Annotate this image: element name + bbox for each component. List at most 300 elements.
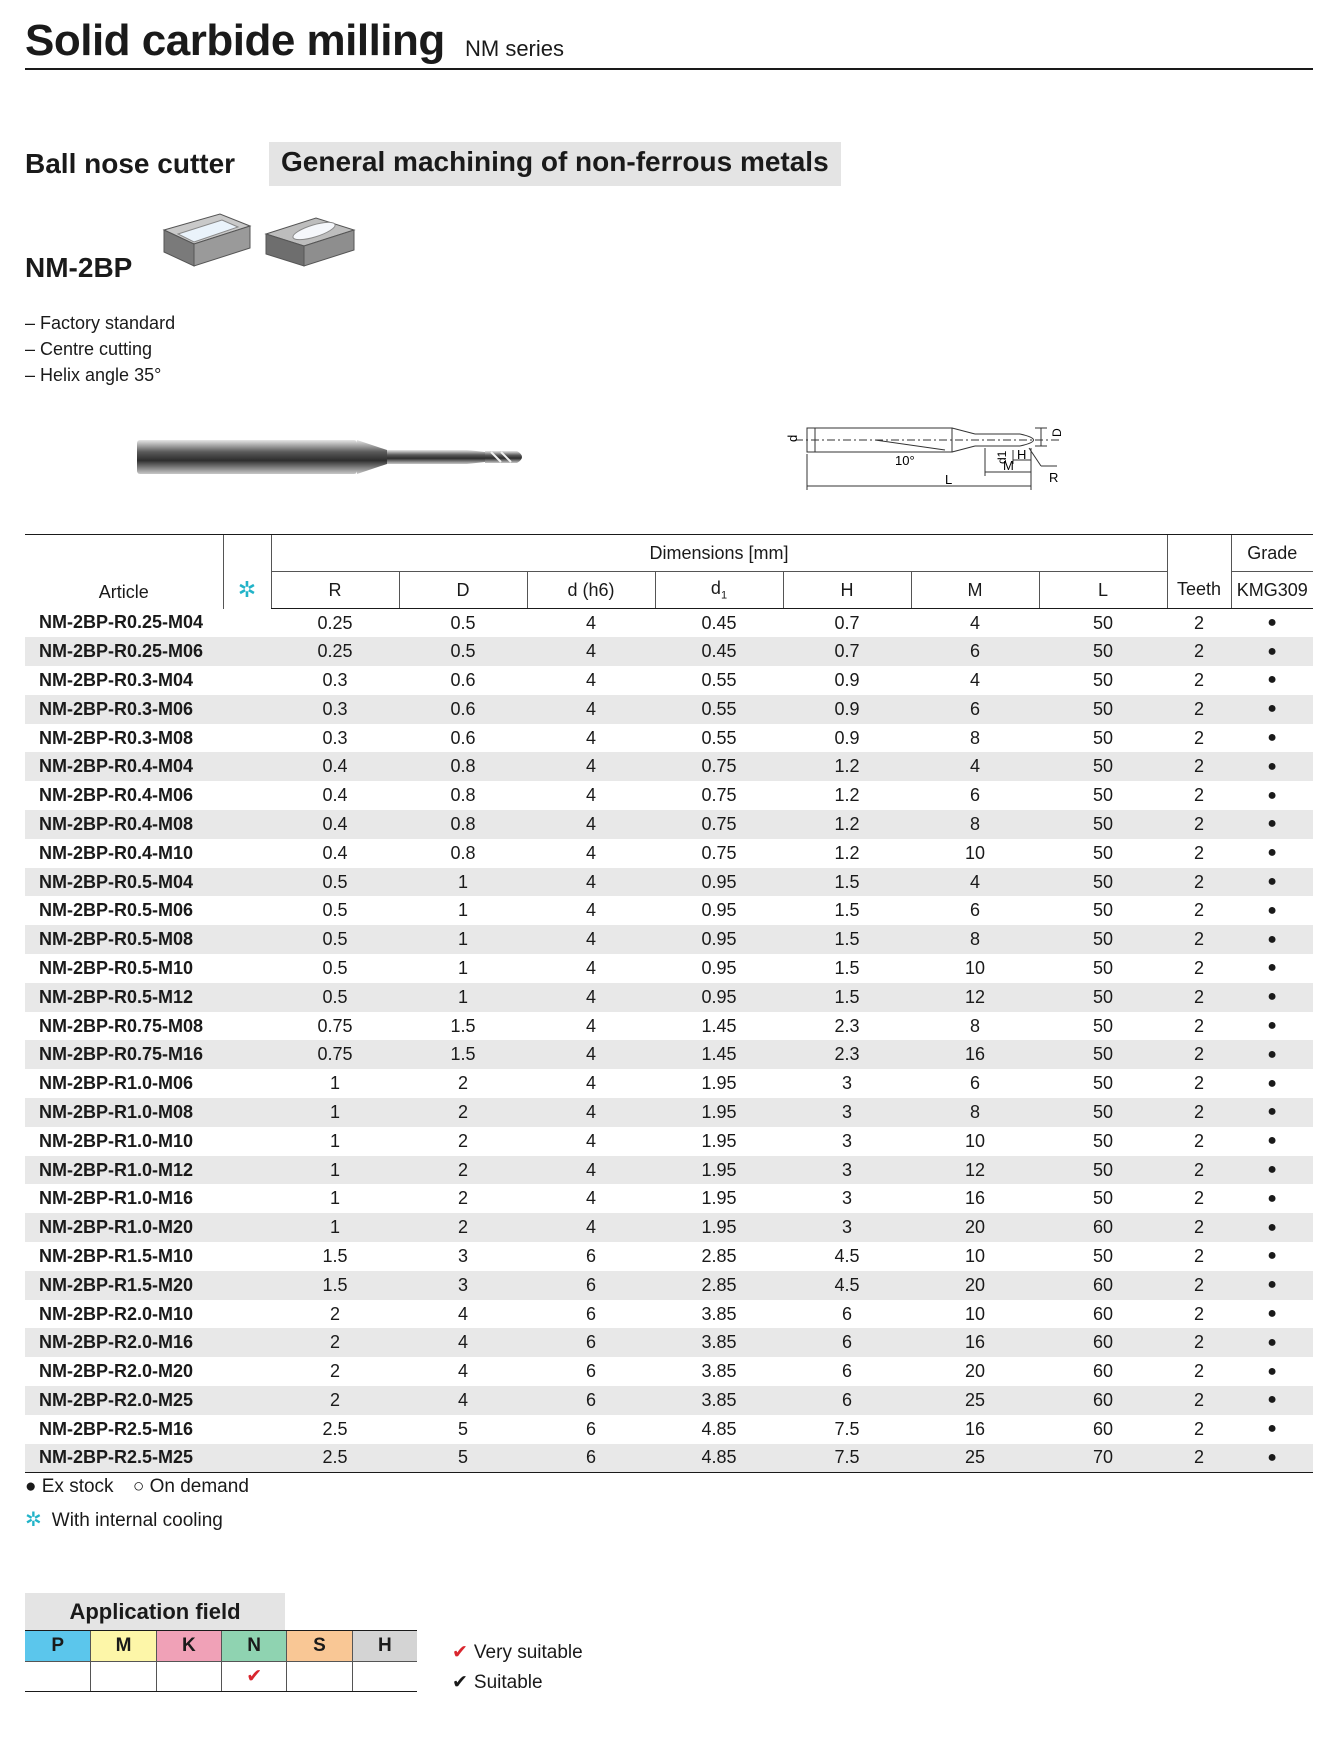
- table-row: [25, 1012, 1313, 1041]
- cell-grade-stock: ●: [1267, 1189, 1277, 1207]
- cell-L: 60: [1039, 1328, 1167, 1357]
- table-row: [25, 954, 1313, 983]
- cell-article: NM-2BP-R0.4-M04: [25, 752, 223, 781]
- table-row: [25, 695, 1313, 724]
- cell-d-h6: 4: [585, 1130, 596, 1151]
- legend-on-demand: ○ On demand: [132, 1476, 249, 1497]
- cell-article: NM-2BP-R0.25-M04: [39, 612, 204, 633]
- cell-D: 5: [457, 1418, 468, 1439]
- cell-M: 10: [964, 957, 986, 978]
- cell-D: 0.8: [399, 752, 527, 781]
- cell-R: 0.25: [317, 612, 353, 633]
- cell-cooling: [223, 1386, 271, 1415]
- cell-d-h6: 4: [585, 669, 596, 690]
- cell-H: 1.2: [834, 785, 860, 806]
- cell-cooling: [223, 1415, 271, 1444]
- feature-item: – Helix angle 35°: [25, 365, 162, 385]
- cell-teeth: 2: [1167, 1444, 1231, 1473]
- cell-d-h6: 4: [527, 1213, 655, 1242]
- cell-grade-stock: ●: [1267, 1420, 1277, 1438]
- cell-cooling: [223, 666, 271, 695]
- cell-article: NM-2BP-R1.0-M06: [39, 1073, 194, 1094]
- cell-article: NM-2BP-R0.25-M06: [25, 637, 223, 666]
- cell-d1: 1.95: [655, 1156, 783, 1185]
- cell-article: NM-2BP-R0.5-M08: [25, 925, 223, 954]
- table-row: [25, 781, 1313, 810]
- cell-L: 50: [1039, 925, 1167, 954]
- groove-workpiece-icon: [160, 208, 256, 272]
- cell-grade-stock: ●: [1231, 1271, 1313, 1300]
- cell-M: 25: [911, 1444, 1039, 1473]
- table-row: [25, 666, 1313, 695]
- cell-D: 4: [399, 1328, 527, 1357]
- suitability-mark-s: [286, 1661, 351, 1691]
- cell-d-h6: 6: [585, 1361, 596, 1382]
- cell-R: 0.4: [322, 785, 348, 806]
- cell-grade-stock: ●: [1231, 1040, 1313, 1069]
- col-header-article: Article: [25, 535, 223, 609]
- table-row: [25, 896, 1313, 925]
- cell-article: NM-2BP-R0.5-M12: [25, 983, 223, 1012]
- product-type: Ball nose cutter: [25, 148, 236, 179]
- cell-teeth: 2: [1167, 1271, 1231, 1300]
- cell-d-h6: 4: [585, 785, 596, 806]
- table-row: [25, 839, 1313, 868]
- cell-H: 1.5: [783, 925, 911, 954]
- cell-R: 2.5: [322, 1418, 348, 1439]
- cell-H: 1.5: [783, 868, 911, 897]
- cell-grade-stock: ●: [1267, 901, 1277, 919]
- cell-d-h6: 4: [585, 842, 596, 863]
- cell-d1: 0.75: [701, 842, 737, 863]
- cell-L: 50: [1093, 1015, 1114, 1036]
- cell-D: 3: [399, 1271, 527, 1300]
- cell-teeth: 2: [1167, 1213, 1231, 1242]
- cell-article: NM-2BP-R1.0-M16: [39, 1188, 194, 1209]
- cell-L: 50: [1039, 868, 1167, 897]
- drawing-label-R: R: [1049, 470, 1059, 485]
- table-row: [25, 1271, 1313, 1300]
- cell-M: 16: [964, 1418, 986, 1439]
- cell-M: 16: [964, 1188, 986, 1209]
- cell-L: 50: [1039, 810, 1167, 839]
- table-row: [25, 1444, 1313, 1473]
- cell-D: 4: [399, 1386, 527, 1415]
- cell-cooling: [223, 1357, 271, 1386]
- cell-d1: 1.95: [701, 1130, 737, 1151]
- cell-cooling: [223, 695, 271, 724]
- cell-R: 0.3: [322, 669, 348, 690]
- cell-H: 6: [841, 1303, 852, 1324]
- cell-d-h6: 4: [585, 1015, 596, 1036]
- cell-d1: 4.85: [655, 1444, 783, 1473]
- cell-D: 0.8: [450, 785, 476, 806]
- cell-cooling: [223, 1098, 271, 1127]
- cell-R: 2.5: [271, 1444, 399, 1473]
- cell-teeth: 2: [1194, 1188, 1205, 1209]
- cell-L: 50: [1039, 752, 1167, 781]
- cell-D: 1.5: [450, 1015, 476, 1036]
- cell-d-h6: 4: [585, 1073, 596, 1094]
- cell-M: 10: [964, 1130, 986, 1151]
- legend-ex-stock: ● Ex stock: [25, 1476, 114, 1497]
- cell-H: 2.3: [834, 1015, 860, 1036]
- cell-article: NM-2BP-R1.5-M10: [39, 1245, 194, 1266]
- cell-D: 1.5: [399, 1040, 527, 1069]
- legend-suitable: ✔ Suitable: [452, 1672, 543, 1693]
- cell-M: 25: [911, 1386, 1039, 1415]
- drawing-label-d1: d1: [995, 450, 1009, 464]
- cell-R: 0.3: [322, 727, 348, 748]
- cell-R: 0.5: [271, 868, 399, 897]
- cell-R: 0.5: [322, 900, 348, 921]
- cell-teeth: 2: [1167, 752, 1231, 781]
- cell-M: 20: [964, 1361, 986, 1382]
- cell-H: 1.5: [834, 900, 860, 921]
- cell-D: 2: [457, 1130, 468, 1151]
- cell-grade-stock: ●: [1267, 1074, 1277, 1092]
- cell-d-h6: 4: [527, 810, 655, 839]
- cell-teeth: 2: [1194, 612, 1205, 633]
- cell-teeth: 2: [1167, 1156, 1231, 1185]
- cell-D: 5: [399, 1444, 527, 1473]
- cell-M: 10: [964, 842, 986, 863]
- cell-H: 4.5: [783, 1271, 911, 1300]
- cell-D: 0.5: [399, 637, 527, 666]
- cell-D: 1: [457, 900, 468, 921]
- cell-H: 0.7: [783, 637, 911, 666]
- cell-R: 0.5: [322, 957, 348, 978]
- material-group-m: M: [90, 1631, 155, 1661]
- cell-D: 0.6: [399, 695, 527, 724]
- cell-D: 0.5: [450, 612, 476, 633]
- cell-d-h6: 6: [527, 1386, 655, 1415]
- cell-grade-stock: ●: [1267, 1305, 1277, 1323]
- cell-R: 1.5: [271, 1271, 399, 1300]
- cell-teeth: 2: [1194, 957, 1205, 978]
- cell-D: 1: [399, 983, 527, 1012]
- material-group-n: N: [221, 1631, 286, 1661]
- cell-d-h6: 4: [585, 957, 596, 978]
- cell-R: 1: [271, 1156, 399, 1185]
- cell-article: NM-2BP-R2.0-M25: [25, 1386, 223, 1415]
- cell-H: 1.2: [834, 842, 860, 863]
- col-header-D: D: [399, 572, 527, 609]
- cell-article: NM-2BP-R1.0-M12: [25, 1156, 223, 1185]
- cell-grade-stock: ●: [1231, 868, 1313, 897]
- cell-R: 2: [329, 1361, 340, 1382]
- suitability-mark-m: [90, 1661, 155, 1691]
- cell-grade-stock: ●: [1231, 695, 1313, 724]
- cell-d1: 0.95: [701, 900, 737, 921]
- table-row: [25, 1300, 1313, 1329]
- cell-article: NM-2BP-R2.0-M16: [25, 1328, 223, 1357]
- cell-grade-stock: ●: [1231, 1444, 1313, 1473]
- cell-R: 0.25: [271, 637, 399, 666]
- cell-article: NM-2BP-R0.3-M04: [39, 669, 194, 690]
- cell-grade-stock: ●: [1231, 810, 1313, 839]
- cell-M: 4: [911, 752, 1039, 781]
- table-row: [25, 1357, 1313, 1386]
- cell-L: 50: [1039, 1040, 1167, 1069]
- table-row: [25, 637, 1313, 666]
- cell-d1: 2.85: [701, 1245, 737, 1266]
- table-row: [25, 1098, 1313, 1127]
- cell-M: 6: [911, 637, 1039, 666]
- table-body: [25, 609, 1313, 1473]
- product-use-banner: General machining of non-ferrous metals: [269, 142, 841, 186]
- table-row: [25, 1156, 1313, 1185]
- cell-cooling: [223, 1040, 271, 1069]
- cell-H: 7.5: [834, 1418, 860, 1439]
- cell-cooling: [223, 1328, 271, 1357]
- application-legend: [452, 1638, 583, 1698]
- table-row: [25, 609, 1313, 638]
- cell-article: NM-2BP-R0.75-M16: [25, 1040, 223, 1069]
- cell-L: 70: [1039, 1444, 1167, 1473]
- cell-L: 60: [1039, 1213, 1167, 1242]
- cell-d1: 0.95: [701, 957, 737, 978]
- cell-grade-stock: ●: [1231, 1213, 1313, 1242]
- cell-teeth: 2: [1194, 1245, 1205, 1266]
- col-header-H: H: [783, 572, 911, 609]
- cell-R: 1: [271, 1213, 399, 1242]
- group-header-dimensions: Dimensions [mm]: [271, 535, 1167, 572]
- cell-d1: 0.75: [655, 752, 783, 781]
- cell-L: 50: [1093, 1073, 1114, 1094]
- cell-d-h6: 6: [527, 1328, 655, 1357]
- cell-R: 2: [329, 1303, 340, 1324]
- col-header-d1: $d_1$: [655, 572, 783, 609]
- col-header-L: L: [1039, 572, 1167, 609]
- drawing-label-D: D: [1050, 428, 1064, 437]
- cell-D: 2: [399, 1098, 527, 1127]
- table-row: [25, 1040, 1313, 1069]
- table-row: [25, 724, 1313, 753]
- table-row: [25, 1242, 1313, 1271]
- cell-article: NM-2BP-R1.5-M20: [25, 1271, 223, 1300]
- cell-H: 0.9: [834, 727, 860, 748]
- page-header: [25, 10, 1313, 70]
- cell-R: 0.4: [271, 752, 399, 781]
- cell-d1: 3.85: [655, 1386, 783, 1415]
- table-row: [25, 1127, 1313, 1156]
- cell-cooling: [223, 983, 271, 1012]
- cell-R: 2: [271, 1386, 399, 1415]
- application-field-title: Application field: [25, 1593, 285, 1630]
- cell-d-h6: 4: [527, 1156, 655, 1185]
- cell-teeth: 2: [1167, 637, 1231, 666]
- cell-cooling: [223, 868, 271, 897]
- cell-teeth: 2: [1194, 1418, 1205, 1439]
- cell-H: 4.5: [834, 1245, 860, 1266]
- cell-teeth: 2: [1167, 1040, 1231, 1069]
- cell-L: 50: [1093, 1130, 1114, 1151]
- cell-article: NM-2BP-R2.0-M20: [39, 1361, 194, 1382]
- cell-d-h6: 6: [585, 1418, 596, 1439]
- cell-cooling: [223, 925, 271, 954]
- col-header-M: M: [911, 572, 1039, 609]
- cell-grade-stock: ●: [1231, 1328, 1313, 1357]
- cell-teeth: 2: [1194, 1361, 1205, 1382]
- cell-cooling: [223, 637, 271, 666]
- cell-R: 0.4: [271, 810, 399, 839]
- cell-d-h6: 4: [585, 1188, 596, 1209]
- cell-H: 3: [783, 1213, 911, 1242]
- cell-D: 4: [457, 1303, 468, 1324]
- cell-cooling: [223, 810, 271, 839]
- cell-H: 6: [783, 1386, 911, 1415]
- internal-cooling-icon: ✲: [237, 576, 257, 602]
- cell-grade-stock: ●: [1267, 671, 1277, 689]
- cell-L: 50: [1093, 669, 1114, 690]
- cell-H: 7.5: [783, 1444, 911, 1473]
- cell-L: 50: [1039, 983, 1167, 1012]
- cell-d-h6: 4: [527, 868, 655, 897]
- drawing-label-M: M: [1003, 458, 1014, 473]
- cell-R: 0.5: [271, 925, 399, 954]
- model-name: NM-2BP: [25, 252, 133, 283]
- cell-d-h6: 6: [527, 1444, 655, 1473]
- cell-grade-stock: ●: [1231, 1386, 1313, 1415]
- table-row: [25, 983, 1313, 1012]
- drawing-label-H: H: [1017, 447, 1027, 462]
- cell-cooling: [223, 781, 271, 810]
- cell-D: 0.8: [450, 842, 476, 863]
- cell-teeth: 2: [1194, 1303, 1205, 1324]
- cell-grade-stock: ●: [1231, 637, 1313, 666]
- suitability-mark-h: [352, 1661, 417, 1691]
- cell-L: 50: [1093, 842, 1114, 863]
- cell-L: 50: [1039, 1098, 1167, 1127]
- cell-cooling: [223, 1012, 271, 1041]
- cell-D: 2: [399, 1156, 527, 1185]
- cell-H: 3: [841, 1188, 852, 1209]
- pocket-workpiece-icon: [262, 208, 358, 272]
- cell-H: 1.2: [783, 810, 911, 839]
- cell-teeth: 2: [1167, 1098, 1231, 1127]
- cell-M: 16: [911, 1040, 1039, 1069]
- cell-teeth: 2: [1194, 1130, 1205, 1151]
- cell-d1: 0.45: [655, 637, 783, 666]
- cell-d1: 0.95: [655, 868, 783, 897]
- cell-d-h6: 6: [585, 1245, 596, 1266]
- cell-cooling: [223, 1069, 271, 1098]
- cell-teeth: 2: [1194, 727, 1205, 748]
- drawing-label-d: d: [785, 434, 800, 442]
- cell-L: 60: [1093, 1418, 1114, 1439]
- cell-d1: 0.55: [701, 669, 737, 690]
- suitability-mark-n: ✔: [221, 1661, 286, 1691]
- cell-article: NM-2BP-R1.0-M08: [25, 1098, 223, 1127]
- cell-d1: 0.45: [701, 612, 737, 633]
- cell-grade-stock: ●: [1267, 1362, 1277, 1380]
- col-header-teeth: Teeth: [1167, 572, 1231, 609]
- cell-grade-stock: ●: [1231, 752, 1313, 781]
- cell-H: 3: [783, 1098, 911, 1127]
- cell-grade-stock: ●: [1267, 1017, 1277, 1035]
- col-header-grade-kmg309: KMG309: [1231, 572, 1313, 609]
- cell-d-h6: 4: [527, 925, 655, 954]
- cell-teeth: 2: [1194, 785, 1205, 806]
- feature-list: [25, 310, 175, 388]
- cell-M: 8: [911, 810, 1039, 839]
- cell-H: 1.2: [783, 752, 911, 781]
- cell-R: 1: [329, 1188, 340, 1209]
- cell-D: 4: [457, 1361, 468, 1382]
- suitability-mark-p: [25, 1661, 90, 1691]
- cell-M: 10: [964, 1303, 986, 1324]
- cell-d1: 0.55: [655, 695, 783, 724]
- cell-R: 1.5: [322, 1245, 348, 1266]
- cell-d1: 3.85: [655, 1328, 783, 1357]
- cell-d-h6: 6: [527, 1271, 655, 1300]
- cell-D: 1: [399, 868, 527, 897]
- table-row: [25, 925, 1313, 954]
- cell-R: 1: [329, 1130, 340, 1151]
- cell-cooling: [223, 1242, 271, 1271]
- cell-cooling: [223, 609, 271, 638]
- cell-M: 8: [969, 1015, 980, 1036]
- cell-grade-stock: ●: [1267, 1132, 1277, 1150]
- material-group-s: S: [286, 1631, 351, 1661]
- cell-L: 60: [1093, 1303, 1114, 1324]
- cell-grade-stock: ●: [1267, 844, 1277, 862]
- col-header-cooling: [223, 535, 271, 609]
- cell-teeth: 2: [1194, 669, 1205, 690]
- application-field-grid: [25, 1630, 417, 1692]
- cell-R: 0.4: [322, 842, 348, 863]
- cell-H: 1.5: [834, 957, 860, 978]
- cell-D: 2: [399, 1213, 527, 1242]
- cell-H: 0.7: [834, 612, 860, 633]
- cell-d1: 1.95: [655, 1098, 783, 1127]
- feature-item: – Factory standard: [25, 313, 176, 333]
- cell-article: NM-2BP-R0.75-M08: [39, 1015, 204, 1036]
- material-group-p: P: [25, 1631, 90, 1661]
- cell-d-h6: 4: [527, 983, 655, 1012]
- cell-L: 50: [1093, 612, 1114, 633]
- cell-article: NM-2BP-R0.4-M06: [39, 785, 194, 806]
- cell-D: 0.8: [399, 810, 527, 839]
- cell-M: 12: [911, 1156, 1039, 1185]
- black-check-icon: ✔: [452, 1672, 468, 1693]
- cell-grade-stock: ●: [1267, 729, 1277, 747]
- cell-d1: 0.95: [655, 983, 783, 1012]
- series-subtitle: NM series: [465, 36, 565, 61]
- cell-L: 60: [1093, 1361, 1114, 1382]
- cell-article: NM-2BP-R0.5-M06: [39, 900, 194, 921]
- cell-d-h6: 4: [527, 695, 655, 724]
- cell-d1: 1.45: [701, 1015, 737, 1036]
- cell-L: 60: [1039, 1271, 1167, 1300]
- cell-article: NM-2BP-R0.3-M08: [39, 727, 194, 748]
- cell-H: 3: [783, 1156, 911, 1185]
- cell-article: NM-2BP-R0.5-M10: [39, 957, 194, 978]
- cell-article: NM-2BP-R0.4-M08: [25, 810, 223, 839]
- cell-L: 50: [1093, 900, 1114, 921]
- cell-d1: 1.45: [655, 1040, 783, 1069]
- cell-cooling: [223, 839, 271, 868]
- cell-grade-stock: ●: [1231, 1098, 1313, 1127]
- cell-cooling: [223, 1271, 271, 1300]
- cell-grade-stock: ●: [1231, 1156, 1313, 1185]
- cell-cooling: [223, 954, 271, 983]
- feature-item: – Centre cutting: [25, 339, 153, 359]
- cell-D: 3: [457, 1245, 468, 1266]
- cell-cooling: [223, 1444, 271, 1473]
- cell-cooling: [223, 724, 271, 753]
